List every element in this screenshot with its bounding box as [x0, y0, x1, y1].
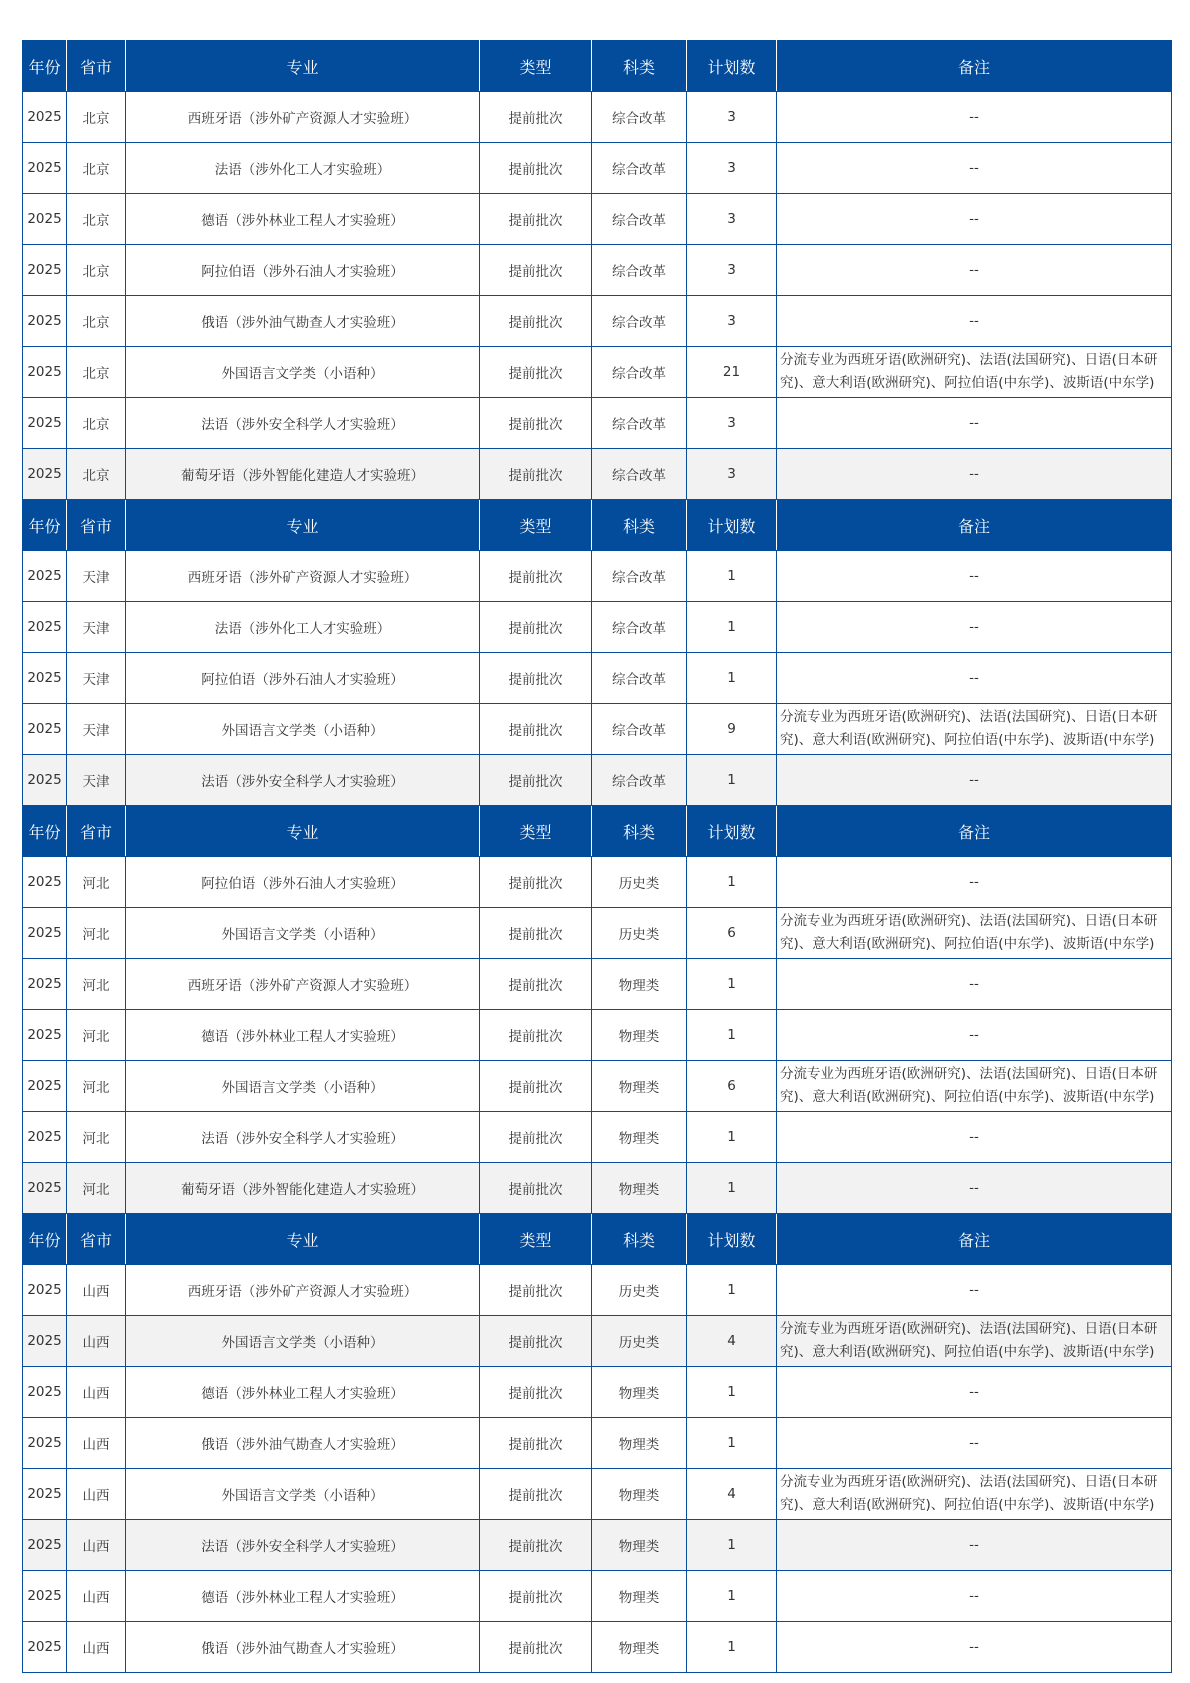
cell-plan-count: 3 [687, 194, 777, 245]
note-text: -- [969, 1587, 979, 1604]
cell-note [777, 143, 1172, 194]
table-row [23, 857, 1172, 908]
header-plan-count: 计划数 [687, 1214, 777, 1265]
cell-year: 2025 [23, 1010, 67, 1061]
cell-year: 2025 [23, 194, 67, 245]
cell-subject: 历史类 [592, 1316, 687, 1367]
cell-major: 葡萄牙语（涉外智能化建造人才实验班） [126, 1163, 480, 1214]
cell-province: 山西 [67, 1520, 126, 1571]
cell-province: 河北 [67, 908, 126, 959]
table-row [23, 704, 1172, 755]
cell-major: 法语（涉外化工人才实验班） [126, 602, 480, 653]
cell-type: 提前批次 [480, 143, 592, 194]
cell-note [777, 857, 1172, 908]
cell-year: 2025 [23, 551, 67, 602]
cell-note [777, 1622, 1172, 1673]
header-major: 专业 [126, 500, 480, 551]
cell-province: 天津 [67, 602, 126, 653]
table-header-row-0 [23, 41, 1172, 92]
table-row [23, 1163, 1172, 1214]
cell-major: 法语（涉外安全科学人才实验班） [126, 398, 480, 449]
note-text: -- [969, 1179, 979, 1196]
cell-major: 西班牙语（涉外矿产资源人才实验班） [126, 959, 480, 1010]
table-row [23, 449, 1172, 500]
cell-note [777, 653, 1172, 704]
cell-plan-count: 21 [687, 347, 777, 398]
cell-subject: 综合改革 [592, 245, 687, 296]
cell-subject: 综合改革 [592, 551, 687, 602]
cell-note [777, 1520, 1172, 1571]
header-subject: 科类 [592, 500, 687, 551]
header-plan-count: 计划数 [687, 806, 777, 857]
cell-plan-count: 3 [687, 245, 777, 296]
cell-province: 天津 [67, 755, 126, 806]
cell-note [777, 1367, 1172, 1418]
cell-subject: 物理类 [592, 959, 687, 1010]
cell-province: 山西 [67, 1622, 126, 1673]
cell-year: 2025 [23, 1520, 67, 1571]
cell-major: 外国语言文学类（小语种） [126, 1469, 480, 1520]
table-row [23, 347, 1172, 398]
cell-type: 提前批次 [480, 449, 592, 500]
cell-subject: 历史类 [592, 908, 687, 959]
cell-subject: 物理类 [592, 1112, 687, 1163]
cell-note [777, 1265, 1172, 1316]
cell-year: 2025 [23, 1265, 67, 1316]
table-row [23, 245, 1172, 296]
cell-type: 提前批次 [480, 194, 592, 245]
cell-province: 河北 [67, 857, 126, 908]
cell-major: 德语（涉外林业工程人才实验班） [126, 1010, 480, 1061]
cell-province: 北京 [67, 449, 126, 500]
cell-major: 西班牙语（涉外矿产资源人才实验班） [126, 1265, 480, 1316]
table-row [23, 1265, 1172, 1316]
cell-plan-count: 6 [687, 1061, 777, 1112]
cell-major: 外国语言文学类（小语种） [126, 1061, 480, 1112]
header-year: 年份 [23, 500, 67, 551]
note-text: -- [969, 873, 979, 890]
note-text: -- [969, 414, 979, 431]
note-text: -- [969, 1383, 979, 1400]
cell-plan-count: 4 [687, 1316, 777, 1367]
cell-year: 2025 [23, 602, 67, 653]
cell-type: 提前批次 [480, 1367, 592, 1418]
note-text: -- [969, 567, 979, 584]
cell-type: 提前批次 [480, 296, 592, 347]
table-header-row-1 [23, 500, 1172, 551]
cell-note [777, 704, 1172, 755]
cell-type: 提前批次 [480, 1520, 592, 1571]
cell-province: 河北 [67, 1010, 126, 1061]
cell-type: 提前批次 [480, 245, 592, 296]
cell-type: 提前批次 [480, 551, 592, 602]
header-major: 专业 [126, 41, 480, 92]
note-text: 分流专业为西班牙语(欧洲研究)、法语(法国研究)、日语(日本研究)、意大利语(欧洲研究)、阿拉伯语(中东学)、波斯语(中东学) [780, 1321, 1158, 1360]
cell-major: 法语（涉外安全科学人才实验班） [126, 1112, 480, 1163]
table-row [23, 1112, 1172, 1163]
table-row [23, 959, 1172, 1010]
cell-plan-count: 1 [687, 959, 777, 1010]
cell-subject: 综合改革 [592, 194, 687, 245]
cell-type: 提前批次 [480, 1571, 592, 1622]
cell-province: 山西 [67, 1316, 126, 1367]
cell-province: 天津 [67, 653, 126, 704]
cell-type: 提前批次 [480, 857, 592, 908]
cell-year: 2025 [23, 1418, 67, 1469]
header-subject: 科类 [592, 1214, 687, 1265]
note-text: -- [969, 108, 979, 125]
table-row [23, 1469, 1172, 1520]
cell-major: 德语（涉外林业工程人才实验班） [126, 194, 480, 245]
header-note: 备注 [777, 41, 1172, 92]
cell-major: 西班牙语（涉外矿产资源人才实验班） [126, 551, 480, 602]
cell-note [777, 92, 1172, 143]
cell-major: 外国语言文学类（小语种） [126, 908, 480, 959]
cell-plan-count: 3 [687, 449, 777, 500]
cell-year: 2025 [23, 1571, 67, 1622]
cell-note [777, 245, 1172, 296]
header-major: 专业 [126, 1214, 480, 1265]
header-year: 年份 [23, 1214, 67, 1265]
table-row [23, 398, 1172, 449]
cell-type: 提前批次 [480, 92, 592, 143]
table-row [23, 908, 1172, 959]
cell-plan-count: 1 [687, 653, 777, 704]
cell-year: 2025 [23, 245, 67, 296]
table-row [23, 551, 1172, 602]
cell-plan-count: 1 [687, 1010, 777, 1061]
header-note: 备注 [777, 1214, 1172, 1265]
cell-year: 2025 [23, 1061, 67, 1112]
cell-plan-count: 4 [687, 1469, 777, 1520]
note-text: -- [969, 1536, 979, 1553]
cell-type: 提前批次 [480, 1112, 592, 1163]
cell-major: 俄语（涉外油气勘查人才实验班） [126, 1622, 480, 1673]
cell-year: 2025 [23, 1316, 67, 1367]
cell-note [777, 1010, 1172, 1061]
cell-province: 天津 [67, 704, 126, 755]
cell-year: 2025 [23, 1469, 67, 1520]
note-text: 分流专业为西班牙语(欧洲研究)、法语(法国研究)、日语(日本研究)、意大利语(欧洲研究)、阿拉伯语(中东学)、波斯语(中东学) [780, 352, 1158, 391]
cell-note [777, 1469, 1172, 1520]
header-subject: 科类 [592, 806, 687, 857]
cell-type: 提前批次 [480, 1061, 592, 1112]
cell-note [777, 755, 1172, 806]
cell-major: 法语（涉外安全科学人才实验班） [126, 755, 480, 806]
cell-major: 葡萄牙语（涉外智能化建造人才实验班） [126, 449, 480, 500]
cell-province: 山西 [67, 1418, 126, 1469]
header-note: 备注 [777, 500, 1172, 551]
table-row [23, 602, 1172, 653]
cell-subject: 综合改革 [592, 296, 687, 347]
cell-subject: 综合改革 [592, 347, 687, 398]
cell-plan-count: 1 [687, 1571, 777, 1622]
cell-plan-count: 1 [687, 1622, 777, 1673]
cell-major: 外国语言文学类（小语种） [126, 704, 480, 755]
cell-plan-count: 9 [687, 704, 777, 755]
cell-subject: 物理类 [592, 1061, 687, 1112]
note-text: 分流专业为西班牙语(欧洲研究)、法语(法国研究)、日语(日本研究)、意大利语(欧洲研究)、阿拉伯语(中东学)、波斯语(中东学) [780, 1474, 1158, 1513]
cell-major: 阿拉伯语（涉外石油人才实验班） [126, 857, 480, 908]
cell-subject: 综合改革 [592, 398, 687, 449]
note-text: -- [969, 618, 979, 635]
table-row [23, 1316, 1172, 1367]
cell-type: 提前批次 [480, 1163, 592, 1214]
cell-subject: 综合改革 [592, 449, 687, 500]
cell-year: 2025 [23, 143, 67, 194]
cell-year: 2025 [23, 1367, 67, 1418]
cell-plan-count: 3 [687, 92, 777, 143]
cell-province: 北京 [67, 347, 126, 398]
cell-subject: 综合改革 [592, 704, 687, 755]
table-header-row-2 [23, 806, 1172, 857]
table-row [23, 1622, 1172, 1673]
cell-plan-count: 6 [687, 908, 777, 959]
cell-province: 北京 [67, 143, 126, 194]
cell-type: 提前批次 [480, 704, 592, 755]
cell-year: 2025 [23, 449, 67, 500]
cell-province: 北京 [67, 398, 126, 449]
cell-major: 德语（涉外林业工程人才实验班） [126, 1571, 480, 1622]
cell-subject: 综合改革 [592, 602, 687, 653]
cell-note [777, 398, 1172, 449]
cell-subject: 物理类 [592, 1010, 687, 1061]
cell-type: 提前批次 [480, 398, 592, 449]
cell-subject: 物理类 [592, 1622, 687, 1673]
header-type: 类型 [480, 500, 592, 551]
cell-plan-count: 3 [687, 143, 777, 194]
header-subject: 科类 [592, 41, 687, 92]
cell-type: 提前批次 [480, 1265, 592, 1316]
cell-province: 河北 [67, 959, 126, 1010]
cell-plan-count: 3 [687, 398, 777, 449]
table-row [23, 1571, 1172, 1622]
table-row [23, 1061, 1172, 1112]
cell-note [777, 551, 1172, 602]
cell-subject: 综合改革 [592, 92, 687, 143]
cell-year: 2025 [23, 347, 67, 398]
cell-major: 俄语（涉外油气勘查人才实验班） [126, 296, 480, 347]
cell-major: 法语（涉外安全科学人才实验班） [126, 1520, 480, 1571]
table-row [23, 1520, 1172, 1571]
cell-plan-count: 1 [687, 1520, 777, 1571]
note-text: -- [969, 465, 979, 482]
cell-plan-count: 1 [687, 1163, 777, 1214]
header-type: 类型 [480, 806, 592, 857]
cell-year: 2025 [23, 857, 67, 908]
header-type: 类型 [480, 1214, 592, 1265]
cell-year: 2025 [23, 755, 67, 806]
cell-subject: 物理类 [592, 1163, 687, 1214]
note-text: -- [969, 1128, 979, 1145]
cell-year: 2025 [23, 1163, 67, 1214]
header-province: 省市 [67, 806, 126, 857]
header-province: 省市 [67, 1214, 126, 1265]
admission-plan-table [22, 40, 1172, 1673]
cell-subject: 物理类 [592, 1520, 687, 1571]
header-type: 类型 [480, 41, 592, 92]
header-year: 年份 [23, 41, 67, 92]
note-text: -- [969, 1638, 979, 1655]
cell-major: 阿拉伯语（涉外石油人才实验班） [126, 653, 480, 704]
note-text: -- [969, 975, 979, 992]
cell-subject: 物理类 [592, 1418, 687, 1469]
cell-major: 德语（涉外林业工程人才实验班） [126, 1367, 480, 1418]
header-province: 省市 [67, 41, 126, 92]
table-row [23, 653, 1172, 704]
table-row [23, 92, 1172, 143]
cell-province: 北京 [67, 245, 126, 296]
cell-major: 法语（涉外化工人才实验班） [126, 143, 480, 194]
note-text: -- [969, 1281, 979, 1298]
cell-type: 提前批次 [480, 602, 592, 653]
cell-subject: 物理类 [592, 1571, 687, 1622]
cell-type: 提前批次 [480, 653, 592, 704]
cell-year: 2025 [23, 704, 67, 755]
cell-subject: 历史类 [592, 857, 687, 908]
cell-note [777, 1418, 1172, 1469]
table-row [23, 755, 1172, 806]
cell-subject: 综合改革 [592, 653, 687, 704]
table-row [23, 194, 1172, 245]
cell-note [777, 296, 1172, 347]
header-year: 年份 [23, 806, 67, 857]
cell-note [777, 347, 1172, 398]
cell-note [777, 1163, 1172, 1214]
cell-note [777, 1316, 1172, 1367]
cell-type: 提前批次 [480, 1469, 592, 1520]
cell-note [777, 908, 1172, 959]
table-row [23, 143, 1172, 194]
cell-major: 俄语（涉外油气勘查人才实验班） [126, 1418, 480, 1469]
cell-plan-count: 3 [687, 296, 777, 347]
cell-year: 2025 [23, 959, 67, 1010]
cell-plan-count: 1 [687, 551, 777, 602]
cell-note [777, 1061, 1172, 1112]
cell-province: 山西 [67, 1367, 126, 1418]
cell-province: 山西 [67, 1469, 126, 1520]
cell-plan-count: 1 [687, 755, 777, 806]
cell-type: 提前批次 [480, 347, 592, 398]
table-row [23, 1367, 1172, 1418]
header-province: 省市 [67, 500, 126, 551]
cell-year: 2025 [23, 1112, 67, 1163]
table-row [23, 1418, 1172, 1469]
cell-type: 提前批次 [480, 1010, 592, 1061]
table-body [23, 41, 1172, 1673]
cell-year: 2025 [23, 1622, 67, 1673]
cell-province: 北京 [67, 194, 126, 245]
cell-province: 北京 [67, 296, 126, 347]
cell-note [777, 449, 1172, 500]
cell-major: 外国语言文学类（小语种） [126, 347, 480, 398]
header-plan-count: 计划数 [687, 41, 777, 92]
cell-plan-count: 1 [687, 1418, 777, 1469]
note-text: 分流专业为西班牙语(欧洲研究)、法语(法国研究)、日语(日本研究)、意大利语(欧洲研究)、阿拉伯语(中东学)、波斯语(中东学) [780, 913, 1158, 952]
header-plan-count: 计划数 [687, 500, 777, 551]
cell-province: 河北 [67, 1112, 126, 1163]
header-note: 备注 [777, 806, 1172, 857]
note-text: -- [969, 1434, 979, 1451]
note-text: 分流专业为西班牙语(欧洲研究)、法语(法国研究)、日语(日本研究)、意大利语(欧洲研究)、阿拉伯语(中东学)、波斯语(中东学) [780, 1066, 1158, 1105]
cell-type: 提前批次 [480, 755, 592, 806]
cell-province: 河北 [67, 1061, 126, 1112]
note-text: -- [969, 771, 979, 788]
cell-plan-count: 1 [687, 1367, 777, 1418]
cell-note [777, 194, 1172, 245]
cell-year: 2025 [23, 296, 67, 347]
cell-subject: 综合改革 [592, 755, 687, 806]
note-text: -- [969, 210, 979, 227]
cell-plan-count: 1 [687, 1265, 777, 1316]
table-row [23, 296, 1172, 347]
cell-type: 提前批次 [480, 1622, 592, 1673]
cell-type: 提前批次 [480, 908, 592, 959]
table-header-row-3 [23, 1214, 1172, 1265]
cell-subject: 物理类 [592, 1367, 687, 1418]
cell-province: 北京 [67, 92, 126, 143]
cell-province: 天津 [67, 551, 126, 602]
cell-province: 河北 [67, 1163, 126, 1214]
cell-year: 2025 [23, 908, 67, 959]
header-major: 专业 [126, 806, 480, 857]
cell-type: 提前批次 [480, 959, 592, 1010]
cell-year: 2025 [23, 398, 67, 449]
cell-plan-count: 1 [687, 857, 777, 908]
cell-subject: 历史类 [592, 1265, 687, 1316]
cell-province: 山西 [67, 1265, 126, 1316]
cell-province: 山西 [67, 1571, 126, 1622]
cell-type: 提前批次 [480, 1418, 592, 1469]
cell-major: 外国语言文学类（小语种） [126, 1316, 480, 1367]
note-text: -- [969, 261, 979, 278]
cell-subject: 综合改革 [592, 143, 687, 194]
cell-note [777, 602, 1172, 653]
cell-subject: 物理类 [592, 1469, 687, 1520]
cell-plan-count: 1 [687, 1112, 777, 1163]
note-text: -- [969, 159, 979, 176]
note-text: -- [969, 312, 979, 329]
cell-year: 2025 [23, 92, 67, 143]
table-row [23, 1010, 1172, 1061]
cell-year: 2025 [23, 653, 67, 704]
cell-plan-count: 1 [687, 602, 777, 653]
note-text: 分流专业为西班牙语(欧洲研究)、法语(法国研究)、日语(日本研究)、意大利语(欧洲研究)、阿拉伯语(中东学)、波斯语(中东学) [780, 709, 1158, 748]
cell-major: 阿拉伯语（涉外石油人才实验班） [126, 245, 480, 296]
cell-note [777, 959, 1172, 1010]
note-text: -- [969, 1026, 979, 1043]
cell-note [777, 1112, 1172, 1163]
cell-type: 提前批次 [480, 1316, 592, 1367]
cell-major: 西班牙语（涉外矿产资源人才实验班） [126, 92, 480, 143]
note-text: -- [969, 669, 979, 686]
cell-note [777, 1571, 1172, 1622]
